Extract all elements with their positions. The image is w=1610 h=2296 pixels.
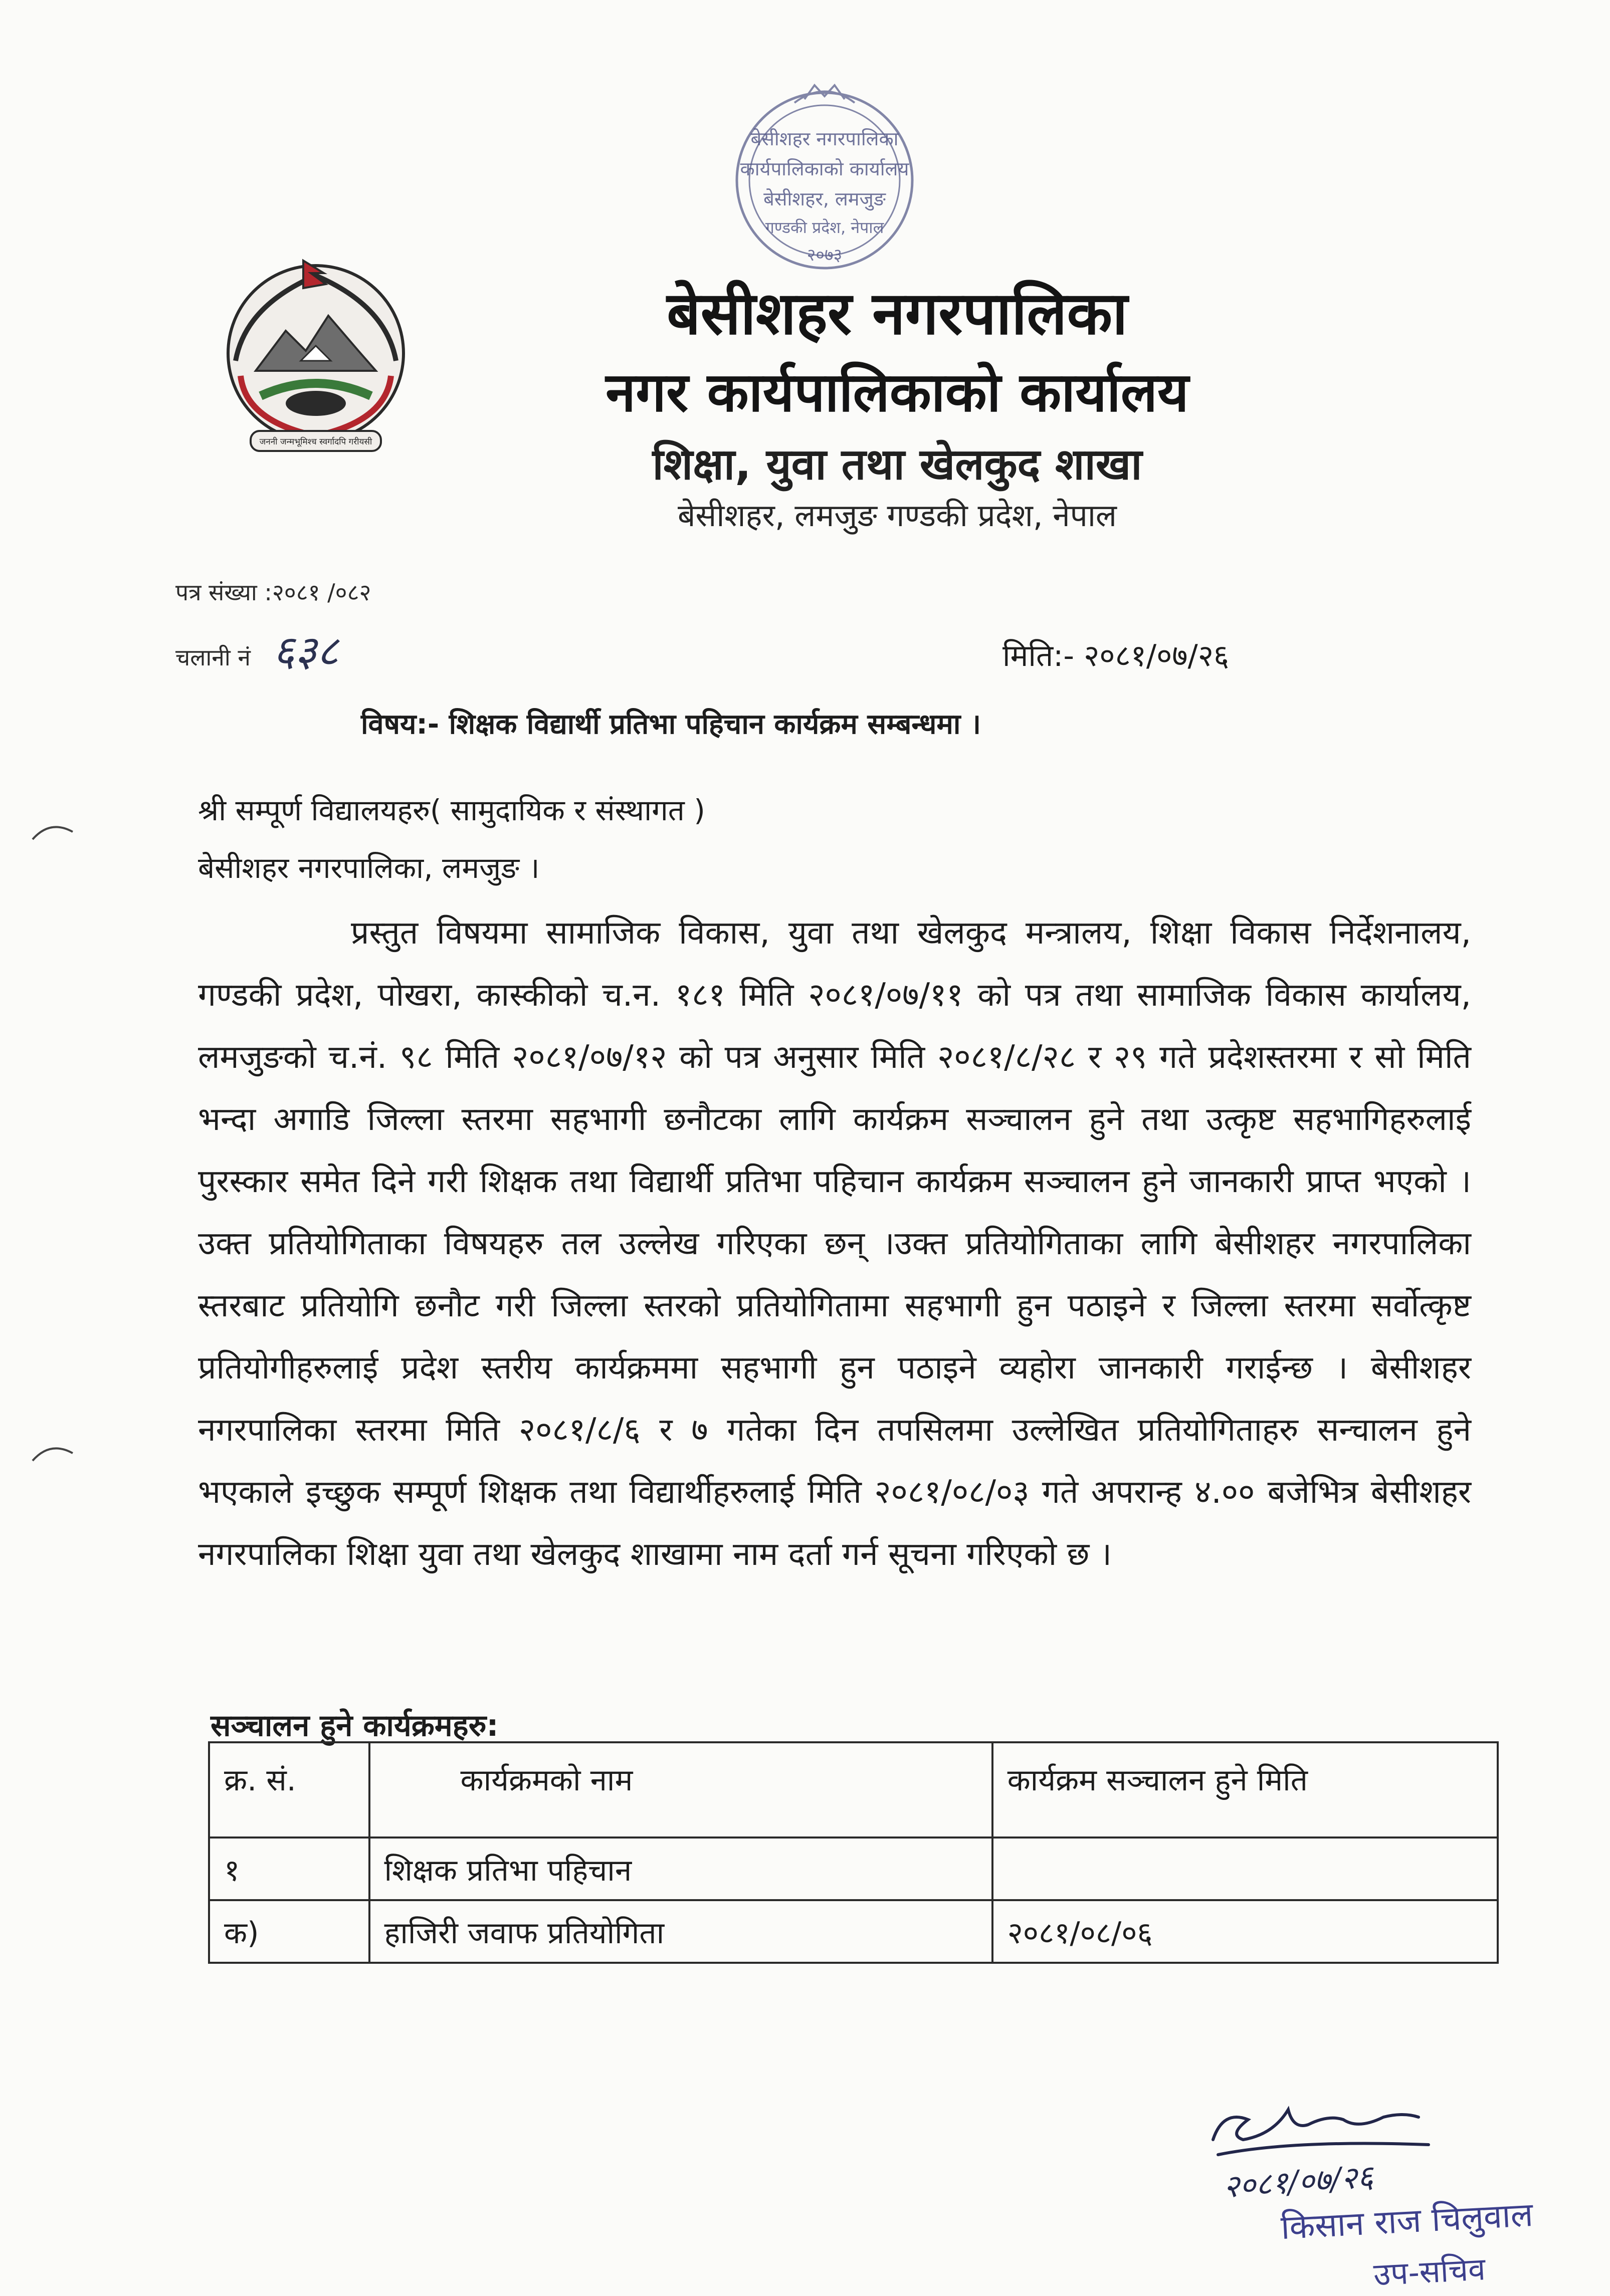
letter-number: पत्र संख्या :२०८१ /०८२ (175, 579, 371, 606)
column-header-serial: क्र. सं. (209, 1742, 369, 1838)
table-row (209, 1838, 1498, 1900)
column-header-program: कार्यक्रमको नाम (369, 1742, 992, 1838)
subject-line: विषय:- शिक्षक विद्यार्थी प्रतिभा पहिचान कार्यक्रम सम्बन्धमा । (361, 708, 981, 741)
seal-text-5: २०७३ (807, 245, 843, 265)
nepal-emblem-icon (216, 246, 416, 466)
dispatch-number: ६३८ (273, 626, 339, 675)
office-department: नगर कार्यपालिकाको कार्यालय (606, 361, 1189, 424)
table-cell-date: २०८१/०८/०६ (992, 1900, 1498, 1963)
seal-text-1: बेसीशहर नगरपालिका (750, 128, 899, 150)
table-cell-program: हाजिरी जवाफ प्रतियोगिता (369, 1900, 992, 1963)
scan-mark (30, 817, 75, 847)
signer-title: उप-सचिव (1372, 2250, 1487, 2293)
dispatch-label: चलानी नं (175, 644, 251, 671)
signature-date: २०८१/०७/२६ (1222, 2158, 1374, 2205)
column-header-date: कार्यक्रम सञ्चालन हुने मिति (992, 1742, 1498, 1838)
municipal-seal (729, 55, 920, 306)
seal-text-3: बेसीशहर, लमजुङ (763, 188, 886, 210)
table-header-row (209, 1742, 1498, 1838)
table-cell-serial: १ (209, 1838, 369, 1900)
table-cell-serial: क) (209, 1900, 369, 1963)
office-section: शिक्षा, युवा तथा खेलकुद शाखा (652, 439, 1142, 490)
office-address: बेसीशहर, लमजुङ गण्डकी प्रदेश, नेपाल (678, 497, 1117, 534)
letter-date: मिति:- २०८१/०७/२६ (1002, 638, 1230, 673)
office-name: बेसीशहर नगरपालिका (667, 279, 1128, 348)
letter-body: प्रस्तुत विषयमा सामाजिक विकास, युवा तथा खेलकुद मन्त्रालय, शिक्षा विकास निर्देशनालय, गण्डकी प्रदेश, पोखरा, कास्कीको च.न. १८१ मिति २०८१/०७/११ को पत्र तथा सामाजिक विकास कार्यालय, लमजुङको च.नं. ९८ मिति २०८१/०७/१२ को पत्र अनुसार मिति २०८१/८/२८ र २९ गते प्रदेशस्तरमा र सो मिति भन्दा अगाडि जिल्ला स्तरमा सहभागी छनौटका लागि कार्यक्रम सञ्चालन हुने तथा उत्कृष्ट सहभागिहरुलाई पुरस्कार समेत दिने गरी शिक्षक तथा विद्यार्थी प्रतिभा पहिचान कार्यक्रम सञ्चालन हुने जानकारी प्राप्त भएको । उक्त प्रतियोगिताका विषयहरु तल उल्लेख गरिएका छन् ।उक्त प्रतियोगिताका लागि बेसीशहर नगरपालिका स्तरबाट प्रतियोगि छनौट गरी जिल्ला स्तरको प्रतियोगितामा सहभागी हुन पठाइने र जिल्ला स्तरमा सर्वोत्कृष्ट प्रतियोगीहरुलाई प्रदेश स्तरीय कार्यक्रममा सहभागी हुन पठाइने व्यहोरा जानकारी गराईन्छ । बेसीशहर नगरपालिका स्तरमा मिति २०८१/८/६ र ७ गतेका दिन तपसिलमा उल्लेखित प्रतियोगिताहरु सन्चालन हुने भएकाले इच्छुक सम्पूर्ण शिक्षक तथा विद्यार्थीहरुलाई मिति २०८१/०८/०३ गते अपरान्ह ४.०० बजेभित्र बेसीशहर नगरपालिका शिक्षा युवा तथा खेलकुद शाखामा नाम दर्ता गर्न सूचना गरिएको छ । (198, 914, 1471, 1573)
seal-text-2: कार्यपालिकाको कार्यालय (740, 158, 909, 180)
addressee-line-1: श्री सम्पूर्ण विद्यालयहरु( सामुदायिक र संस्थागत ) (198, 793, 705, 827)
addressee-line-2: बेसीशहर नगरपालिका, लमजुङ । (198, 851, 540, 885)
signer-name: किसान राज चिलुवाल (1280, 2195, 1534, 2247)
table-caption: सञ्चालन हुने कार्यक्रमहरु: (211, 1708, 499, 1743)
table-cell-date (992, 1838, 1498, 1900)
table-row (209, 1900, 1498, 1963)
dispatch-number-row (175, 620, 339, 678)
program-schedule-table (208, 1741, 1499, 1964)
scan-mark (30, 1438, 75, 1468)
seal-text-4: गण्डकी प्रदेश, नेपाल (765, 218, 884, 237)
table-cell-program: शिक्षक प्रतिभा पहिचान (369, 1838, 992, 1900)
emblem-motto: जननी जन्मभूमिश्च स्वर्गादपि गरीयसी (259, 437, 372, 447)
